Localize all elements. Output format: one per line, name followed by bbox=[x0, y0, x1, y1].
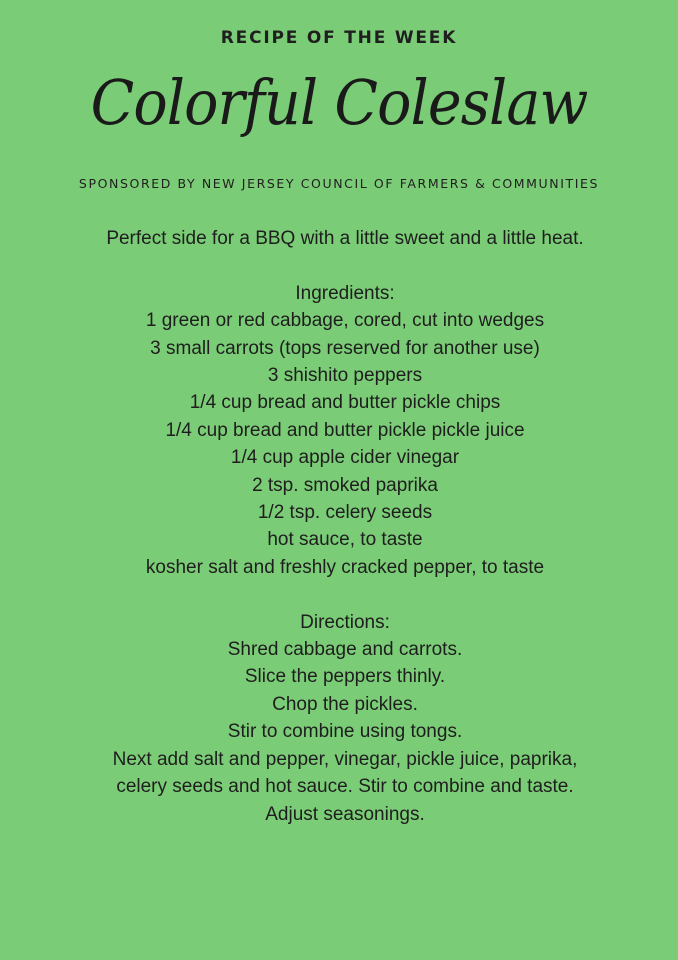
kicker-label: RECIPE OF THE WEEK bbox=[220, 28, 458, 48]
ingredient-item: 1/4 cup apple cider vinegar bbox=[230, 447, 460, 469]
ingredient-item: 3 shishito peppers bbox=[267, 365, 423, 387]
direction-line: Adjust seasonings. bbox=[265, 803, 425, 825]
ingredient-item: 1/4 cup bread and butter pickle pickle juice bbox=[165, 419, 525, 441]
direction-line: Shred cabbage and carrots. bbox=[227, 639, 463, 661]
ingredient-item: 1/4 cup bread and butter pickle chips bbox=[189, 392, 501, 414]
intro-text: Perfect side for a BBQ with a little sweet and a little heat. bbox=[106, 228, 584, 249]
ingredient-item: 2 tsp. smoked paprika bbox=[252, 474, 438, 496]
ingredient-item: hot sauce, to taste bbox=[267, 529, 423, 551]
recipe-body bbox=[0, 225, 678, 828]
directions-list bbox=[0, 636, 678, 828]
direction-line: Chop the pickles. bbox=[272, 693, 418, 715]
ingredients-heading: Ingredients: bbox=[295, 282, 395, 304]
ingredients-list bbox=[0, 307, 678, 581]
recipe-title: Colorful Coleslaw bbox=[90, 66, 588, 139]
ingredient-item: kosher salt and freshly cracked pepper, to taste bbox=[145, 556, 545, 578]
ingredient-item: 3 small carrots (tops reserved for another use) bbox=[150, 337, 540, 359]
direction-line: Next add salt and pepper, vinegar, pickle juice, paprika, bbox=[112, 748, 578, 770]
ingredient-item: 1/2 tsp. celery seeds bbox=[257, 502, 433, 524]
sponsor-line: SPONSORED BY NEW JERSEY COUNCIL OF FARMERS & COMMUNITIES bbox=[78, 176, 600, 191]
direction-line: Slice the peppers thinly. bbox=[244, 666, 446, 688]
direction-line: celery seeds and hot sauce. Stir to combine and taste. bbox=[116, 776, 574, 798]
directions-heading: Directions: bbox=[300, 611, 390, 633]
ingredient-item: 1 green or red cabbage, cored, cut into wedges bbox=[145, 310, 545, 332]
direction-line: Stir to combine using tongs. bbox=[227, 721, 463, 743]
